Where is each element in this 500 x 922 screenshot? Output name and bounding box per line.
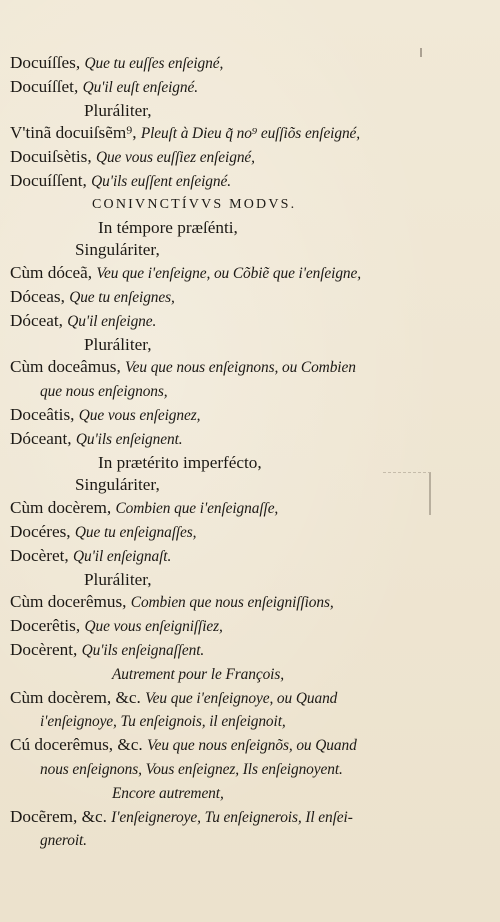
latin-text: In prætérito imperfécto, xyxy=(98,452,262,472)
section-heading xyxy=(10,194,472,217)
text-line xyxy=(10,782,472,806)
text-line xyxy=(10,428,472,452)
french-text: Veu que i'enſeignoye, ou Quand xyxy=(145,689,338,707)
french-text: Qu'ils enſeignent. xyxy=(75,430,183,448)
latin-text: V'tinã docuiſsẽm⁹, xyxy=(10,123,141,143)
text-line xyxy=(10,521,472,545)
french-text: Qu'il enſeignaſt. xyxy=(73,547,172,565)
french-text: Que tu enſeignaſſes, xyxy=(74,523,197,541)
french-text: Qu'il euſt enſeigné. xyxy=(82,78,198,96)
french-text: Veu que nous enſeignõs, ou Quand xyxy=(147,737,357,755)
text-line xyxy=(10,404,472,428)
french-text: nous enſeignons, Vous enſeignez, Ils enſeignoyent. xyxy=(40,760,343,778)
page-mark xyxy=(420,48,422,57)
latin-text: Singuláriter, xyxy=(75,475,160,495)
text-line xyxy=(10,380,472,404)
text-line xyxy=(10,687,472,711)
latin-text: Docèrent, xyxy=(10,639,82,659)
text-line xyxy=(10,734,472,758)
text-line xyxy=(10,710,472,734)
latin-text: Docuíſſent, xyxy=(10,170,92,190)
text-line xyxy=(10,569,472,592)
latin-text: Docẽrem, &c. xyxy=(10,806,112,826)
latin-text: In témpore præſénti, xyxy=(98,217,238,237)
text-line xyxy=(10,52,472,76)
text-line xyxy=(10,545,472,569)
text-line xyxy=(10,334,472,357)
text-line xyxy=(10,122,472,146)
latin-text: Docerêtis, xyxy=(10,616,85,636)
latin-text: Docuíſſet, xyxy=(10,76,83,96)
latin-text: Pluráliter, xyxy=(84,569,152,589)
latin-text: Cùm docerêmus, xyxy=(10,592,131,612)
heading-text: CONIVNCTÍVVS MODVS. xyxy=(92,196,297,212)
text-line xyxy=(10,615,472,639)
latin-text: Cùm dóceã, xyxy=(10,263,97,283)
french-text: I'enſeigneroye, Tu enſeignerois, Il enſei- xyxy=(111,808,353,826)
french-text: Que vous enſeignez, xyxy=(78,406,201,424)
french-text: Encore autrement, xyxy=(112,784,224,802)
latin-text: Cú docerêmus, &c. xyxy=(10,735,147,755)
text-line xyxy=(10,829,472,853)
french-text: Que tu enſeignes, xyxy=(69,288,175,306)
latin-text: Docuiſsètis, xyxy=(10,147,96,167)
french-text: gneroit. xyxy=(40,832,87,850)
text-line xyxy=(10,758,472,782)
text-line xyxy=(10,806,472,830)
text-line xyxy=(10,100,472,123)
latin-text: Docèret, xyxy=(10,545,73,565)
french-text: Veu que i'enſeigne, ou Cõbiẽ que i'enſeigne, xyxy=(96,265,362,283)
text-line xyxy=(10,310,472,334)
text-line xyxy=(10,356,472,380)
latin-text: Docuíſſes, xyxy=(10,53,85,72)
french-text: Veu que nous enſeignons, ou Combien xyxy=(125,359,356,377)
latin-text: Cùm docèrem, xyxy=(10,498,116,518)
text-line xyxy=(10,639,472,663)
french-text: Pleuſt à Dieu q̃ no⁹ euſſiõs enſeigné, xyxy=(140,125,361,143)
french-text: Qu'il enſeigne. xyxy=(67,312,157,330)
latin-text: Singuláriter, xyxy=(75,240,160,260)
french-text: Autrement pour le François, xyxy=(112,665,284,683)
french-text: que nous enſeignons, xyxy=(40,383,168,401)
latin-text: Dóceat, xyxy=(10,310,68,330)
text-line xyxy=(10,217,472,240)
french-text: Qu'ils enſeignaſſent. xyxy=(81,641,205,659)
french-text: Combien que i'enſeignaſſe, xyxy=(115,500,279,518)
text-line xyxy=(10,239,472,262)
latin-text: Dóceas, xyxy=(10,286,70,306)
text-line xyxy=(10,591,472,615)
french-text: Que tu euſſes enſeigné, xyxy=(84,55,224,72)
latin-text: Cùm doceâmus, xyxy=(10,357,126,377)
text-line xyxy=(10,286,472,310)
latin-text: Docéres, xyxy=(10,521,75,541)
french-text: Combien que nous enſeigniſſions, xyxy=(130,594,334,612)
latin-text: Dóceant, xyxy=(10,428,76,448)
text-line xyxy=(10,146,472,170)
stamp-mark xyxy=(383,472,431,515)
french-text: Que vous enſeigniſſiez, xyxy=(84,618,223,636)
text-line xyxy=(10,663,472,687)
text-line xyxy=(10,76,472,100)
text-line xyxy=(10,452,472,475)
text-line xyxy=(10,170,472,194)
french-text: i'enſeignoye, Tu enſeignois, il enſeignoit, xyxy=(40,713,286,731)
latin-text: Doceâtis, xyxy=(10,404,79,424)
latin-text: Cùm docèrem, &c. xyxy=(10,687,146,707)
latin-text: Pluráliter, xyxy=(84,334,152,354)
french-text: Que vous euſſiez enſeigné, xyxy=(95,149,255,167)
french-text: Qu'ils euſſent enſeigné. xyxy=(91,172,231,190)
text-line xyxy=(10,262,472,286)
latin-text: Pluráliter, xyxy=(84,100,152,120)
